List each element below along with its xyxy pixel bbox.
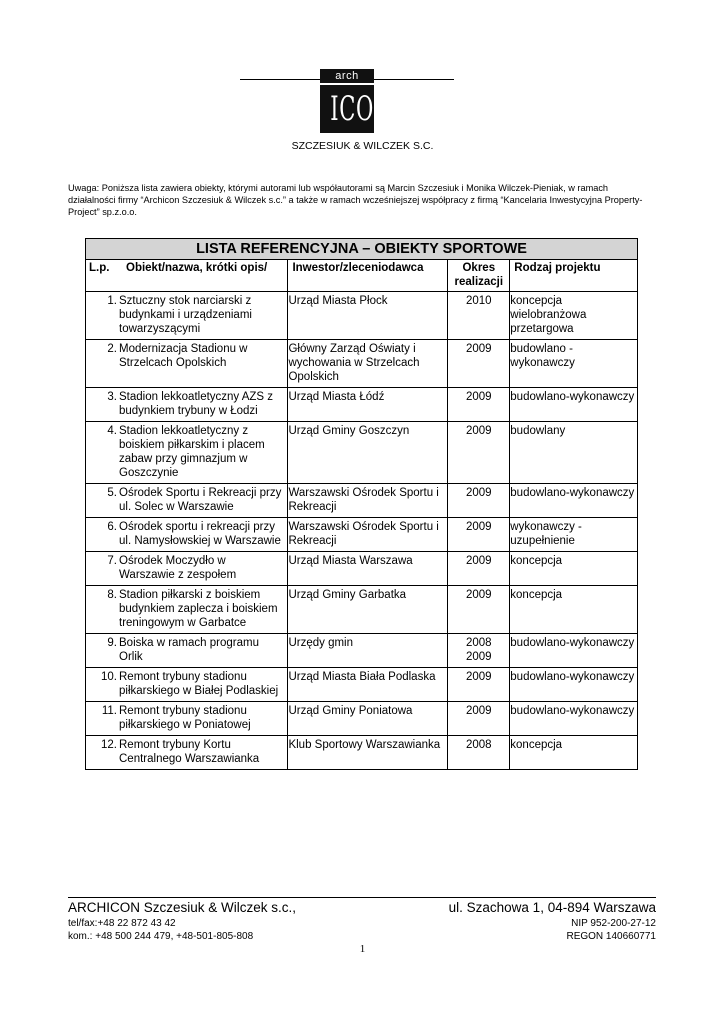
row-year: 2008 2009 (448, 634, 510, 668)
row-object-cell (86, 340, 288, 388)
row-year: 2008 (448, 736, 510, 770)
row-object-cell (86, 586, 288, 634)
logo-icon-text: ICON (330, 89, 393, 129)
row-investor: Urząd Miasta Łódź (288, 388, 448, 422)
table-row (86, 586, 638, 634)
reference-table (85, 238, 638, 770)
row-type: budowlano-wykonawczy (510, 634, 638, 668)
row-object: Ośrodek sportu i rekreacji przy ul. Namysłowskiej w Warszawie (119, 521, 281, 547)
row-object: Sztuczny stok narciarski z budynkami i urządzeniami towarzyszącymi (119, 295, 252, 335)
header-period: Okres realizacji (448, 260, 510, 292)
table-row (86, 668, 638, 702)
row-number: 3. (107, 391, 117, 403)
logo-separator (320, 83, 374, 85)
row-object: Remont trybuny Kortu Centralnego Warszawianka (119, 739, 260, 765)
table-row (86, 552, 638, 586)
header-investor: Inwestor/zleceniodawca (288, 260, 448, 292)
row-number: 6. (107, 521, 117, 533)
row-object-cell (86, 736, 288, 770)
company-logo (320, 69, 393, 133)
row-object: Stadion piłkarski z boiskiem budynkiem zaplecza i boiskiem treningowym w Garbatce (119, 589, 278, 629)
row-investor: Urząd Gminy Goszczyn (288, 422, 448, 484)
row-investor: Główny Zarząd Oświaty i wychowania w Strzelcach Opolskich (288, 340, 448, 388)
row-type: koncepcja wielobranżowa przetargowa (510, 292, 638, 340)
row-year: 2009 (448, 422, 510, 484)
row-year: 2009 (448, 388, 510, 422)
header-object-label: Obiekt/nazwa, krótki opis/ (126, 262, 268, 274)
row-number: 12. (101, 739, 117, 751)
row-type: budowlano-wykonawczy (510, 702, 638, 736)
table-row (86, 292, 638, 340)
header-object (86, 260, 288, 292)
row-object-cell (86, 668, 288, 702)
row-investor: Warszawski Ośrodek Sportu i Rekreacji (288, 484, 448, 518)
row-object: Remont trybuny stadionu piłkarskiego w Poniatowej (119, 705, 251, 731)
row-object: Stadion lekkoatletyczny z boiskiem piłkarskim i placem zabaw przy gimnazjum w Goszczynie (119, 425, 265, 479)
row-investor: Urząd Miasta Biała Podlaska (288, 668, 448, 702)
row-type: wykonawczy - uzupełnienie (510, 518, 638, 552)
row-number: 10. (101, 671, 117, 683)
footer-nip: NIP 952-200-27-12 (571, 918, 656, 929)
header-lp: L.p. (89, 262, 110, 274)
footer-company: ARCHICON Szczesiuk & Wilczek s.c., (68, 900, 297, 915)
row-type: budowlany (510, 422, 638, 484)
row-number: 2. (107, 343, 117, 355)
footer-tel: tel/fax:+48 22 872 43 42 (68, 918, 176, 929)
row-object: Ośrodek Moczydło w Warszawie z zespołem (119, 555, 237, 581)
table-row (86, 484, 638, 518)
footer-regon: REGON 140660771 (566, 931, 656, 942)
row-year: 2009 (448, 668, 510, 702)
row-number: 1. (107, 295, 117, 307)
row-object: Remont trybuny stadionu piłkarskiego w Białej Podlaskiej (119, 671, 279, 697)
row-investor: Urząd Gminy Garbatka (288, 586, 448, 634)
row-type: budowlano-wykonawczy (510, 668, 638, 702)
row-object-cell (86, 388, 288, 422)
row-year: 2009 (448, 702, 510, 736)
row-year: 2009 (448, 552, 510, 586)
table-row (86, 634, 638, 668)
footer-rule (68, 897, 656, 898)
row-type: koncepcja (510, 552, 638, 586)
row-object: Stadion lekkoatletyczny AZS z budynkiem trybuny w Łodzi (119, 391, 274, 417)
row-object: Ośrodek Sportu i Rekreacji przy ul. Solec w Warszawie (119, 487, 282, 513)
row-investor: Urzędy gmin (288, 634, 448, 668)
header-type: Rodzaj projektu (510, 260, 638, 292)
row-object-cell (86, 518, 288, 552)
table-row (86, 518, 638, 552)
row-object-cell (86, 422, 288, 484)
row-object: Boiska w ramach programu Orlik (119, 637, 259, 663)
table-row (86, 736, 638, 770)
row-investor: Klub Sportowy Warszawianka (288, 736, 448, 770)
company-name: SZCZESIUK & WILCZEK S.C. (291, 140, 434, 152)
table-row (86, 422, 638, 484)
row-number: 4. (107, 425, 117, 437)
row-type: koncepcja (510, 736, 638, 770)
row-object-cell (86, 484, 288, 518)
row-year: 2009 (448, 586, 510, 634)
table-title: LISTA REFERENCYJNA – OBIEKTY SPORTOWE (86, 239, 638, 260)
row-number: 8. (107, 589, 117, 601)
row-investor: Urząd Miasta Płock (288, 292, 448, 340)
row-number: 11. (101, 705, 117, 717)
row-object-cell (86, 634, 288, 668)
footer-mobile: kom.: +48 500 244 479, +48-501-805-808 (68, 931, 254, 942)
row-type: budowlano-wykonawczy (510, 484, 638, 518)
table-header-row (86, 260, 638, 292)
row-type: budowlano - wykonawczy (510, 340, 638, 388)
row-year: 2010 (448, 292, 510, 340)
row-number: 7. (107, 555, 117, 567)
footer-address: ul. Szachowa 1, 04-894 Warszawa (448, 900, 656, 915)
page-number: 1 (359, 943, 366, 955)
row-object-cell (86, 702, 288, 736)
row-year: 2009 (448, 518, 510, 552)
table-row (86, 702, 638, 736)
row-type: koncepcja (510, 586, 638, 634)
row-year: 2009 (448, 340, 510, 388)
row-object-cell (86, 552, 288, 586)
row-investor: Urząd Gminy Poniatowa (288, 702, 448, 736)
logo-arch-text: arch (335, 70, 359, 82)
table-row (86, 340, 638, 388)
table-row (86, 388, 638, 422)
row-object-cell (86, 292, 288, 340)
row-object: Modernizacja Stadionu w Strzelcach Opolskich (119, 343, 248, 369)
row-type: budowlano-wykonawczy (510, 388, 638, 422)
table-body (86, 292, 638, 770)
row-investor: Urząd Miasta Warszawa (288, 552, 448, 586)
row-number: 9. (107, 637, 117, 649)
row-number: 5. (107, 487, 117, 499)
row-investor: Warszawski Ośrodek Sportu i Rekreacji (288, 518, 448, 552)
row-year: 2009 (448, 484, 510, 518)
note-paragraph: Uwaga: Poniższa lista zawiera obiekty, którymi autorami lub współautorami są Marcin Szczesiuk i Monika Wilczek-Pieniak, w ramach działalności firmy “Archicon Szczesiuk & Wilczek s.c.” a także w ramach wcześniejszej współpracy z firmą “Kancelaria Inwestycyjna Property-Project” sp.z.o.o. (68, 183, 643, 217)
